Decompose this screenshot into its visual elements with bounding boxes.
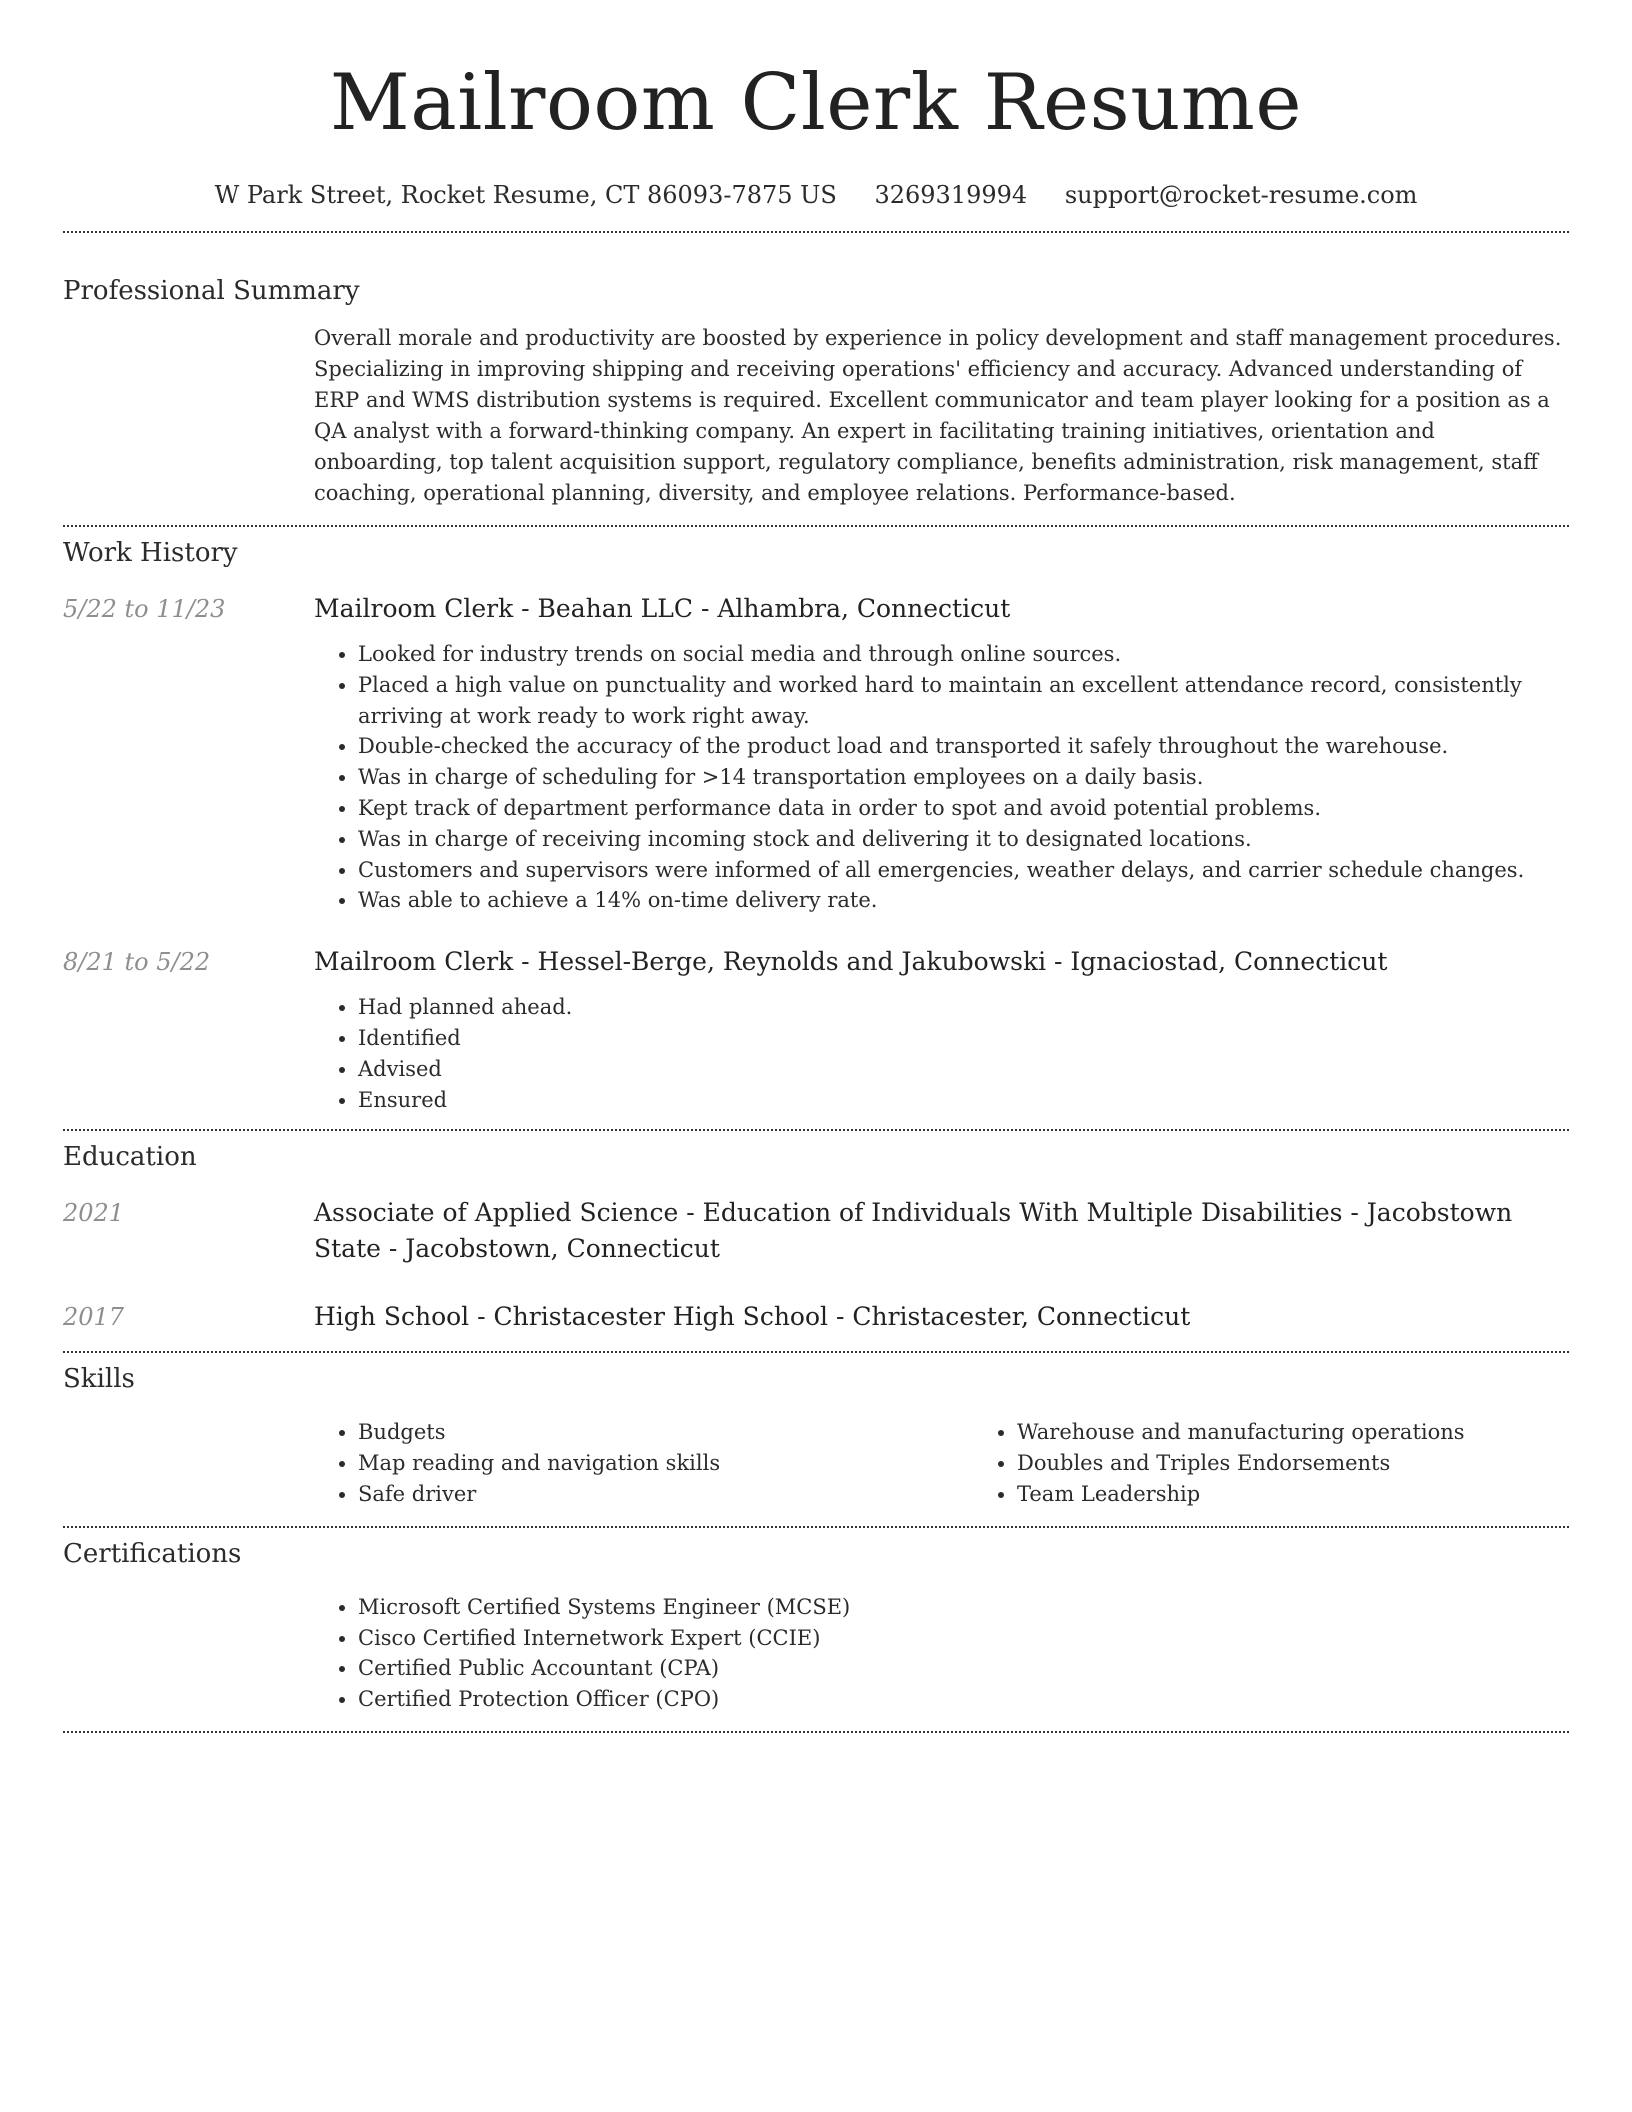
list-item: • Double-checked the accuracy of the product load and transported it safely throughout the warehouse. bbox=[358, 731, 1569, 762]
skills-list-right bbox=[973, 1417, 1632, 1509]
education-title: High School - Christacester High School - Christacester, Connecticut bbox=[314, 1302, 1191, 1332]
list-item: • Advised bbox=[358, 1054, 1569, 1085]
list-item: • Certified Public Accountant (CPA) bbox=[358, 1653, 1569, 1684]
section-heading-work: Work History bbox=[63, 538, 238, 568]
section-heading-summary: Professional Summary bbox=[63, 276, 360, 306]
divider bbox=[63, 231, 1569, 233]
list-item: • Budgets bbox=[358, 1417, 973, 1448]
list-item: • Map reading and navigation skills bbox=[358, 1448, 973, 1479]
summary-text: Overall morale and productivity are boosted by experience in policy development and staff management procedures. Specializing in improving shipping and receiving operations' efficiency and accuracy. Advanced understanding of ERP and WMS distribution systems is required. Excellent communicator and team player looking for a position as a QA analyst with a forward-thinking company. An expert in facilitating training initiatives, orientation and onboarding, top talent acquisition support, regulatory compliance, benefits administration, risk management, staff coaching, operational planning, diversity, and employee relations. Performance-based. bbox=[314, 326, 1562, 505]
contact-address: W Park Street, Rocket Resume, CT 86093-7875 US bbox=[214, 181, 837, 209]
list-item: • Team Leadership bbox=[1017, 1479, 1632, 1510]
certifications-list bbox=[314, 1592, 1569, 1715]
job-entry bbox=[63, 944, 1569, 1115]
list-item: • Looked for industry trends on social media and through online sources. bbox=[358, 639, 1569, 670]
divider bbox=[63, 525, 1569, 527]
contact-line bbox=[63, 178, 1569, 212]
list-item: • Microsoft Certified Systems Engineer (MCSE) bbox=[358, 1592, 1569, 1623]
list-item: • Ensured bbox=[358, 1085, 1569, 1116]
job-dates: 8/21 to 5/22 bbox=[63, 948, 211, 977]
divider bbox=[63, 1526, 1569, 1528]
divider bbox=[63, 1129, 1569, 1131]
skills-section bbox=[63, 1361, 1569, 1509]
list-item: • Had planned ahead. bbox=[358, 992, 1569, 1023]
list-item: • Cisco Certified Internetwork Expert (CCIE) bbox=[358, 1623, 1569, 1654]
resume-title: Mailroom Clerk Resume bbox=[329, 58, 1303, 148]
list-item: • Placed a high value on punctuality and worked hard to maintain an excellent attendance record, consistently arriving at work ready to work right away. bbox=[358, 670, 1569, 732]
education-year: 2017 bbox=[63, 1303, 125, 1332]
education-year: 2021 bbox=[63, 1199, 125, 1228]
education-entry bbox=[63, 1195, 1569, 1267]
certifications-section bbox=[63, 1536, 1569, 1715]
list-item: • Was able to achieve a 14% on-time delivery rate. bbox=[358, 885, 1569, 916]
job-title: Mailroom Clerk - Beahan LLC - Alhambra, Connecticut bbox=[314, 594, 1011, 623]
list-item: • Kept track of department performance data in order to spot and avoid potential problems. bbox=[358, 793, 1569, 824]
divider bbox=[63, 1351, 1569, 1353]
job-title: Mailroom Clerk - Hessel-Berge, Reynolds and Jakubowski - Ignaciostad, Connecticut bbox=[314, 947, 1388, 977]
summary-section bbox=[63, 273, 1569, 509]
list-item: • Was in charge of scheduling for >14 transportation employees on a daily basis. bbox=[358, 762, 1569, 793]
list-item: • Identified bbox=[358, 1023, 1569, 1054]
list-item: • Safe driver bbox=[358, 1479, 973, 1510]
job-dates: 5/22 to 11/23 bbox=[63, 595, 226, 623]
section-heading-certifications: Certifications bbox=[63, 1538, 242, 1569]
job-entry bbox=[63, 591, 1569, 916]
list-item: • Warehouse and manufacturing operations bbox=[1017, 1417, 1632, 1448]
job-bullets bbox=[314, 992, 1569, 1115]
list-item: • Was in charge of receiving incoming stock and delivering it to designated locations. bbox=[358, 824, 1569, 855]
contact-email: support@rocket-resume.com bbox=[1064, 181, 1418, 209]
list-item: • Doubles and Triples Endorsements bbox=[1017, 1448, 1632, 1479]
education-entry bbox=[63, 1299, 1569, 1335]
section-heading-skills: Skills bbox=[63, 1364, 135, 1395]
section-heading-education: Education bbox=[63, 1142, 197, 1173]
work-history-section bbox=[63, 535, 1569, 1115]
list-item: • Customers and supervisors were informed of all emergencies, weather delays, and carrier schedule changes. bbox=[358, 855, 1569, 886]
job-bullets bbox=[314, 639, 1569, 916]
divider bbox=[63, 1731, 1569, 1733]
education-section bbox=[63, 1139, 1569, 1335]
contact-phone: 3269319994 bbox=[874, 181, 1028, 209]
education-title: Associate of Applied Science - Education of Individuals With Multiple Disabilities - Jacobstown State - Jacobstown, Connecticut bbox=[314, 1198, 1513, 1264]
list-item: • Certified Protection Officer (CPO) bbox=[358, 1684, 1569, 1715]
skills-list-left bbox=[314, 1417, 973, 1509]
